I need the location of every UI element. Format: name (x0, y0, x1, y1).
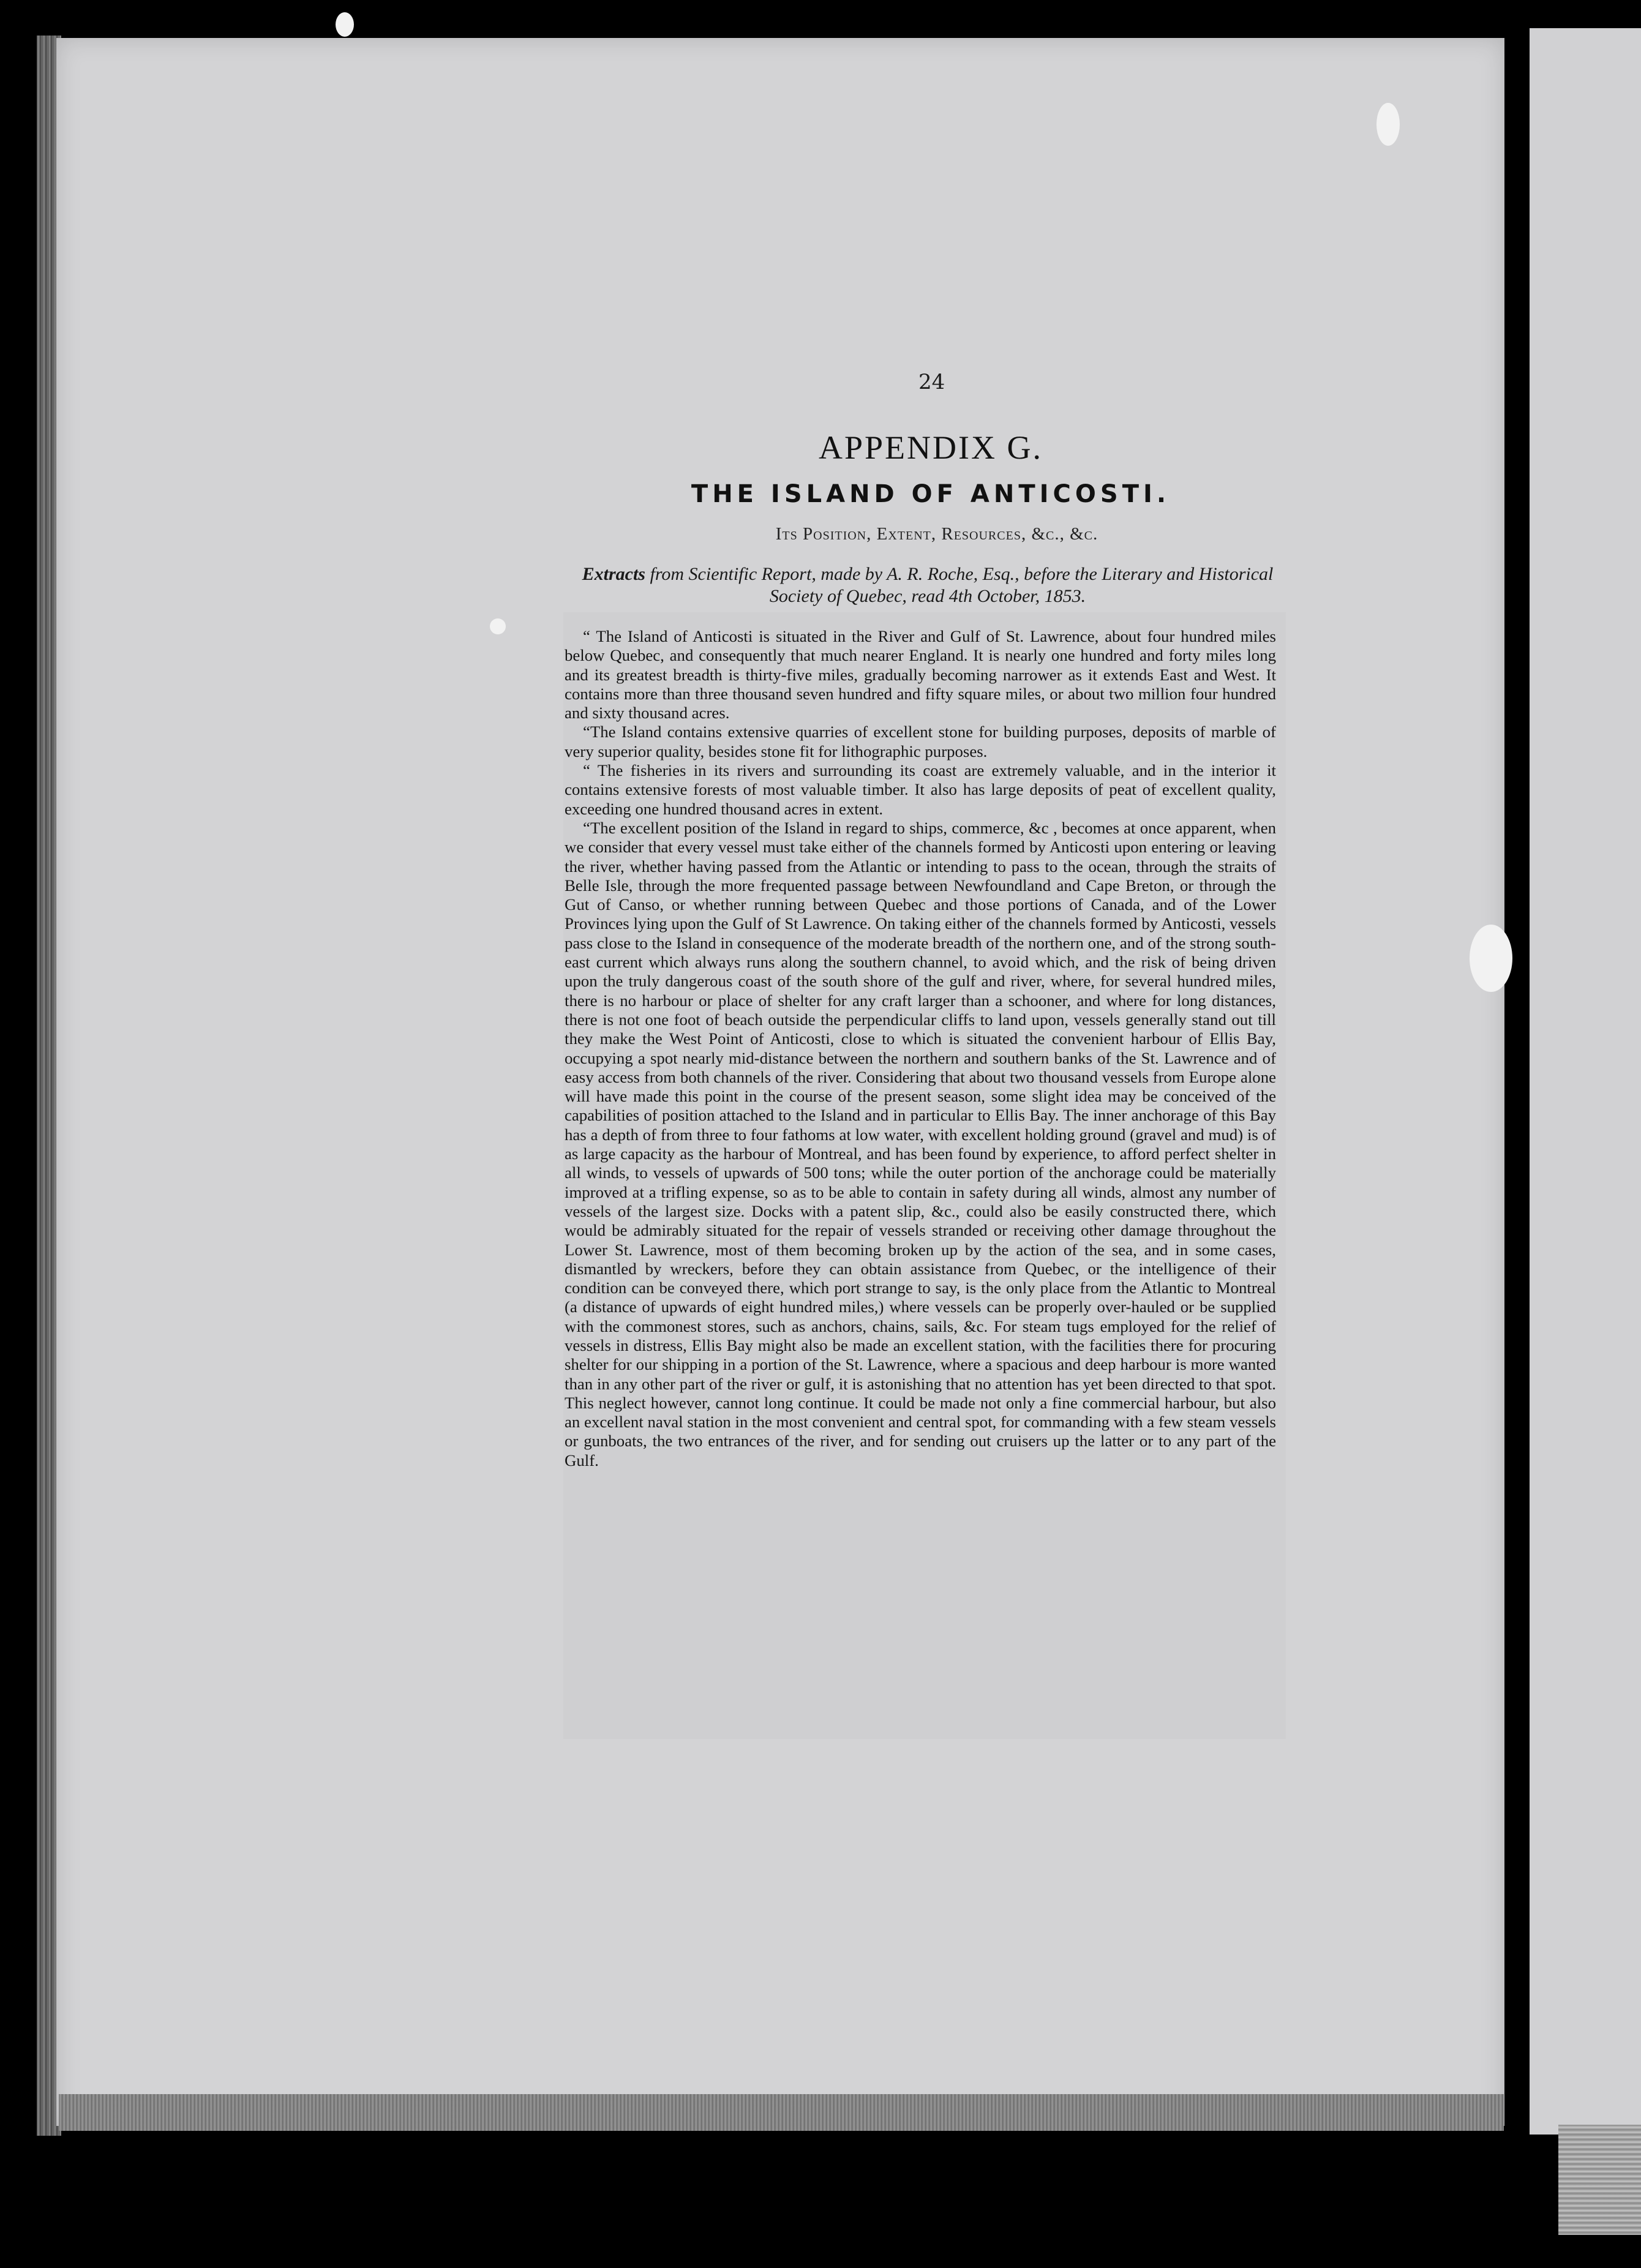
subtitle: Its Position, Extent, Resources, &c., &c. (775, 524, 1098, 544)
page-title: THE ISLAND OF ANTICOSTI. (691, 480, 1171, 508)
paragraph: “ The fisheries in its rivers and surrounding its coast are extremely valuable, and in the interior it contains extensive forests of most valuable timber. It also has large deposits of peat of excellent quality, exceeding one hundred thousand acres in extent. (565, 761, 1276, 818)
extract-source: from Scientific Report, made by A. R. Roche, Esq., before the Literary and Historical Society of Quebec, read 4th October, 1853. (645, 564, 1274, 606)
paragraph: “ The Island of Anticosti is situated in the River and Gulf of St. Lawrence, about four hundred miles below Quebec, and consequently that much nearer England. It is nearly one hundred and forty miles long and its greatest breadth is thirty-five miles, gradually becoming narrower as it extends East and West. It contains more than three thousand seven hundred and fifty square miles, or about two million four hundred and sixty thousand acres. (565, 627, 1276, 723)
paragraph: “The Island contains extensive quarries of excellent stone for building purposes, deposits of marble of very superior quality, besides stone fit for lithographic purposes. (565, 723, 1276, 760)
appendix-heading: APPENDIX G. (818, 429, 1043, 466)
extract-lead: Extracts (582, 564, 645, 584)
page-number: 24 (918, 370, 945, 394)
body-text (565, 627, 1276, 1470)
paragraph: “The excellent position of the Island in regard to ships, commerce, &c , becomes at once apparent, when we consider that every vessel must take either of the channels formed by Anticosti upon entering or leaving the river, whether having passed from the Atlantic or intending to pass to the ocean, through the straits of Belle Isle, through the more frequented passage between Newfoundland and Cape Breton, or through the Gut of Canso, or whether running between Quebec and those portions of Canada, and of the Lower Provinces lying upon the Gulf of St Lawrence. On taking either of the channels formed by Anticosti, vessels pass close to the Island in consequence of the moderate breadth of the northern one, and of the strong south-east current which always runs along the southern channel, to avoid which, and the risk of being driven upon the truly dangerous coast of the south shore of the gulf and river, where, for several hundred miles, there is no harbour or place of shelter for any craft larger than a schooner, and where for long distances, there is not one foot of beach outside the perpendicular cliffs to land upon, vessels generally stand out till they make the West Point of Anticosti, close to which is situated the convenient harbour of Ellis Bay, occupying a spot nearly mid-distance between the northern and southern banks of the St. Lawrence and of easy access from both channels of the river. Considering that about two thousand vessels from Europe alone will have made this point in the course of the present season, some slight idea may be conceived of the capabilities of position attached to the Island and in particular to Ellis Bay. The inner anchorage of this Bay has a depth of from three to four fathoms at low water, with excellent holding ground (gravel and mud) is of as large capacity as the harbour of Montreal, and has been found by experience, to afford perfect shelter in all winds, to vessels of upwards of 500 tons; while the outer portion of the anchorage could be materially improved at a trifling expense, so as to be able to contain in safety during all winds, almost any number of vessels of the largest size. Docks with a patent slip, &c., could also be easily constructed there, which would be admirably situated for the repair of vessels stranded or receiving other damage throughout the Lower St. Lawrence, most of them becoming broken up by the action of the sea, and in some cases, dismantled by wreckers, before they can obtain assistance from Quebec, or the intelligence of their condition can be conveyed there, which port strange to say, is the only place from the Atlantic to Montreal (a distance of upwards of eight hundred miles,) where vessels can be properly over-hauled or be supplied with the commonest stores, such as anchors, chains, sails, &c. For steam tugs employed for the relief of vessels in distress, Ellis Bay might also be made an excellent station, with the facilities there for procuring shelter for our shipping in a portion of the St. Lawrence, where a spacious and deep harbour is more wanted than in any other part of the river or gulf, it is astonishing that no attention has yet been directed to that spot. This neglect however, cannot long continue. It could be made not only a fine commercial harbour, but also an excellent naval station in the most convenient and central spot, for commanding with a few steam vessels or gunboats, the two entrances of the river, and for sending out cruisers up the latter or to any part of the Gulf. (565, 818, 1276, 1470)
extract-heading (576, 563, 1280, 607)
